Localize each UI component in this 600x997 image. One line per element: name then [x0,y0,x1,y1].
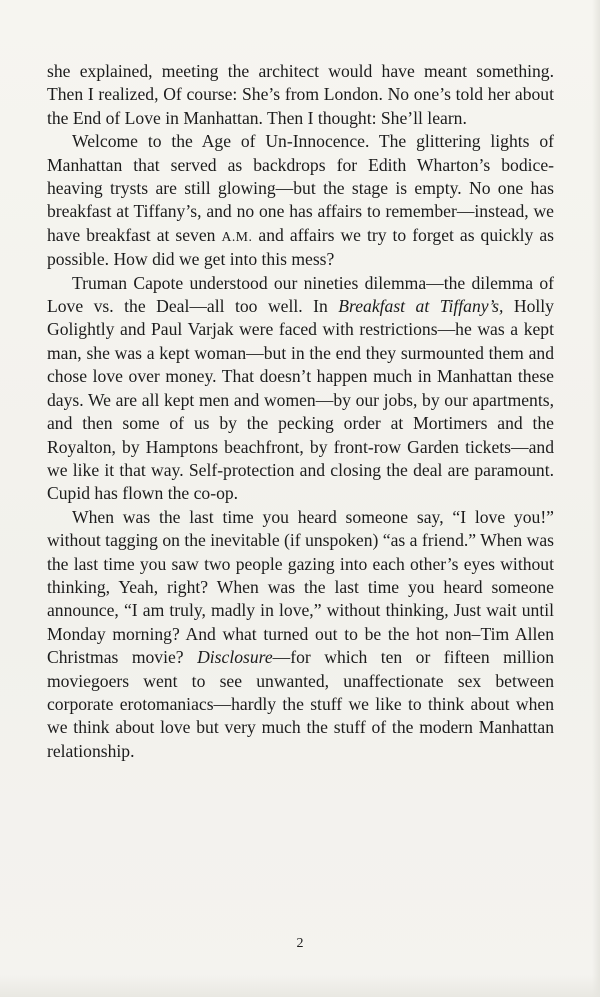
paragraph-1: she explained, meeting the architect would have meant something. Then I realized, Of course: She’s from London. No one’s told her about the End of Love in Manhattan. Then I thought: She’ll learn. [47,61,554,128]
paragraph-3: Truman Capote understood our nineties dilemma—the dilemma of Love vs. the Deal—all too well. In Breakfast at Tiffany’s, Holly Golightly and Paul Varjak were faced with restrictions—he was a kept man, she was a kept woman—but in the end they surmounted them and chose love over money. That doesn’t happen much in Manhattan these days. We are all kept men and women—by our jobs, by our apartments, and then some of us by the pecking order at Mortimers and the Royalton, by Hamptons beachfront, by front-row Garden tickets—and we like it that way. Self-protection and closing the deal are paramount. Cupid has flown the co-op. [47,272,554,504]
paragraph-2: Welcome to the Age of Un-Innocence. The glittering lights of Manhattan that served as backdrops for Edith Wharton’s bodice-heaving trysts are still glowing—but the stage is empty. No one has breakfast at Tiffany’s, and no one has affairs to remember—instead, we have breakfast at seven A.M. and affairs we try to forget as quickly as possible. How did we get into this mess? [47,131,554,270]
page-right-edge [592,0,600,997]
movie-title-italic: Disclosure [197,647,273,668]
small-caps-time: A.M. [221,228,253,244]
paragraph-4: When was the last time you heard someone say, “I love you!” without tagging on the inevitable (if unspoken) “as a friend.” When was the last time you saw two people gazing into each other’s eyes without thinking, Yeah, right? When was the last time you heard someone announce, “I am truly, madly in love,” without thinking, Just wait until Monday morning? And what turned out to be the hot non–Tim Allen Christmas movie? Disclosure—for which ten or fifteen million moviegoers went to see unwanted, unaffectionate sex between corporate erotomaniacs—hardly the stuff we like to think about when we think about love but very much the stuff of the modern Manhattan relationship. [47,506,554,761]
page-number: 2 [296,936,304,951]
body-text [47,60,554,763]
page-bottom-edge [0,975,600,997]
book-title-italic: Breakfast at Tiffany’s, [338,296,504,317]
